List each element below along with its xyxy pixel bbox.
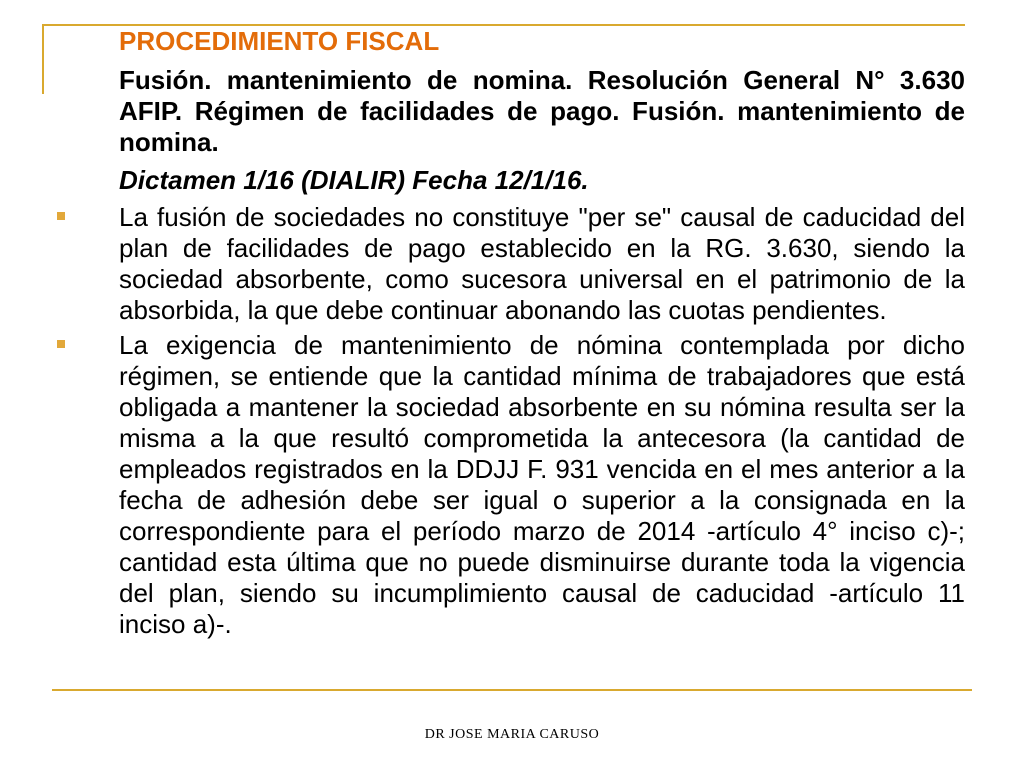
square-bullet-icon (57, 340, 65, 348)
bullet-text-2: La exigencia de mantenimiento de nómina contemplada por dicho régimen, se entiende que la cantidad mínima de trabajadores que está obligada a mantener la sociedad absorbente en su nómina resulta ser la misma a la que resultó comprometida la antecesora (la cantidad de empleados registrados en la DDJJ F. 931 vencida en el mes anterior a la fecha de adhesión debe ser igual o superior a la consignada en la correspondiente para el período marzo de 2014 -artículo 4° inciso c)-; cantidad esta última que no puede disminuirse durante toda la vigencia del plan, siendo su incumplimiento causal de caducidad -artículo 11 inciso a)-. (119, 330, 965, 639)
slide-subtitle: Fusión. mantenimiento de nomina. Resolución General N° 3.630 AFIP. Régimen de facilidades de pago. Fusión. mantenimiento de nomina. (119, 65, 965, 157)
square-bullet-icon (57, 212, 65, 220)
left-rule (42, 24, 44, 94)
bullet-text-1: La fusión de sociedades no constituye "per se" causal de caducidad del plan de facilidades de pago establecido en la RG. 3.630, siendo la sociedad absorbente, como sucesora universal en el patrimonio de la absorbida, la que debe continuar abonando las cuotas pendientes. (119, 202, 965, 325)
bullet-item-2 (119, 330, 965, 640)
bottom-rule (52, 689, 972, 691)
slide-heading: PROCEDIMIENTO FISCAL (119, 26, 440, 56)
bullet-item-1 (119, 202, 965, 326)
slide-footer: DR JOSE MARIA CARUSO (424, 727, 600, 742)
dictamen-reference: Dictamen 1/16 (DIALIR) Fecha 12/1/16. (119, 165, 589, 195)
slide-content (119, 26, 965, 640)
